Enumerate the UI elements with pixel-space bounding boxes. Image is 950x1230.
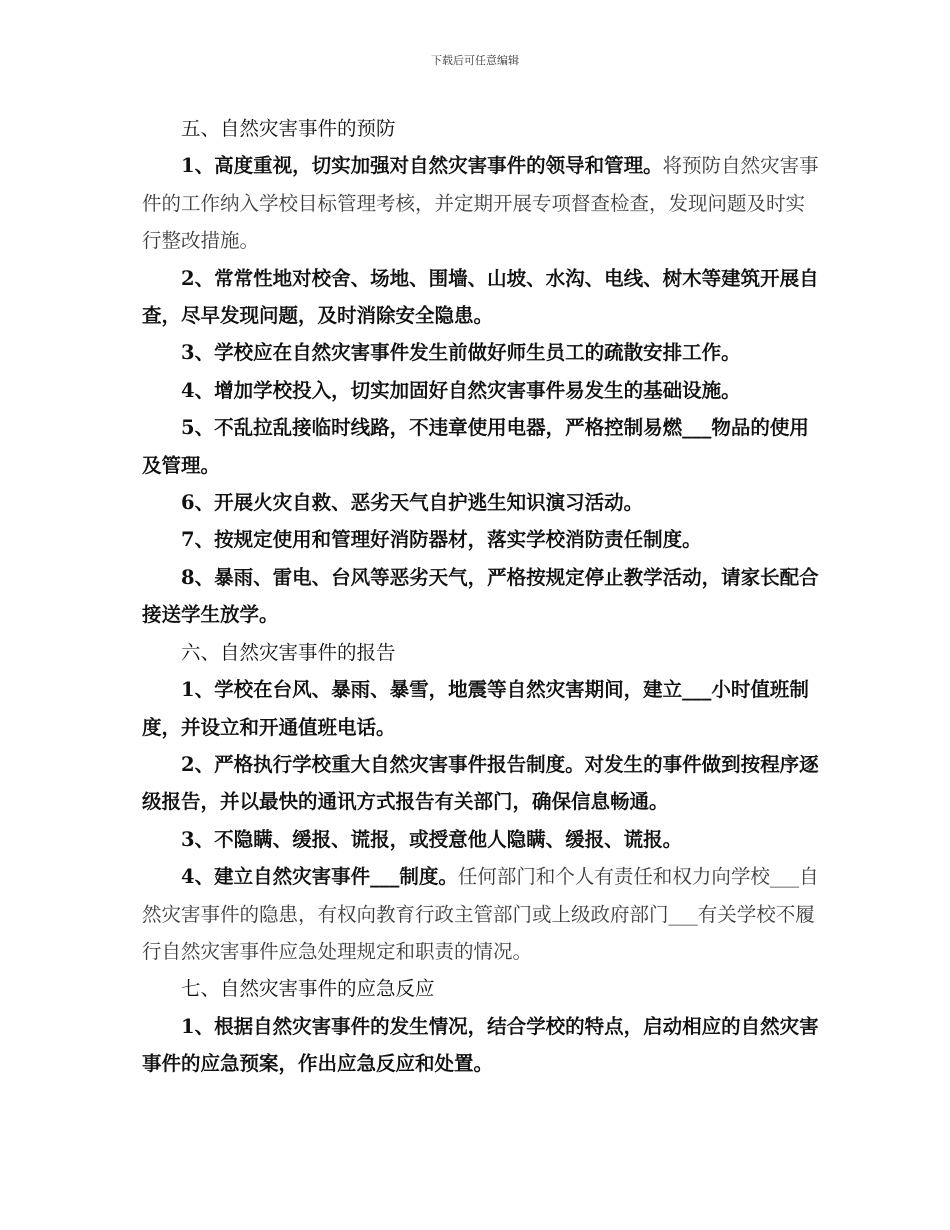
section5-item-1 bbox=[142, 147, 822, 259]
item-bold-text: 3、不隐瞒、缓报、谎报，或授意他人隐瞒、缓报、谎报。 bbox=[181, 827, 683, 851]
item-bold-text: 1、高度重视，切实加强对自然灾害事件的领导和管理。 bbox=[181, 154, 663, 178]
section5-item-2 bbox=[142, 260, 822, 335]
item-bold-text: 2、常常性地对校舍、场地、围墙、山坡、水沟、电线、树木等建筑开展自查，尽早发现问题，及时消除安全隐患。 bbox=[142, 266, 819, 328]
item-bold-text: 4、建立自然灾害事件___制度。 bbox=[181, 865, 458, 889]
item-bold-text: 1、根据自然灾害事件的发生情况，结合学校的特点，启动相应的自然灾害事件的应急预案，作出应急反应和处置。 bbox=[142, 1014, 819, 1076]
item-bold-text: 1、学校在台风、暴雨、暴雪，地震等自然灾害期间，建立___小时值班制度，并设立和开通值班电话。 bbox=[142, 678, 809, 739]
page-header: 下载后可任意编辑 bbox=[431, 54, 519, 67]
section6-item-4 bbox=[142, 858, 822, 970]
section5-item-6 bbox=[142, 484, 822, 521]
section5-item-7 bbox=[142, 521, 822, 558]
document-body bbox=[142, 110, 822, 1083]
item-bold-text: 3、学校应在自然灾害事件发生前做好师生员工的疏散安排工作。 bbox=[181, 341, 741, 365]
section5-item-8 bbox=[142, 559, 822, 634]
section6-item-1 bbox=[142, 671, 822, 746]
item-bold-text: 5、不乱拉乱接临时线路，不违章使用电器，严格控制易燃___物品的使用及管理。 bbox=[142, 416, 809, 477]
item-regular-text: 将预防自然灾害事件的工作纳入学校目标管理考核，并定期开展专项督查检查，发现问题及时实行整改措施。 bbox=[142, 154, 819, 253]
item-bold-text: 8、暴雨、雷电、台风等恶劣天气，严格按规定停止教学活动，请家长配合接送学生放学。 bbox=[142, 565, 819, 627]
item-bold-text: 6、开展火灾自救、恶劣天气自护逃生知识演习活动。 bbox=[181, 491, 644, 515]
item-bold-text: 4、增加学校投入，切实加固好自然灾害事件易发生的基础设施。 bbox=[181, 378, 741, 402]
section5-item-4 bbox=[142, 372, 822, 409]
section5-item-5 bbox=[142, 409, 822, 484]
item-bold-text: 7、按规定使用和管理好消防器材，落实学校消防责任制度。 bbox=[181, 528, 702, 552]
section5-item-3 bbox=[142, 334, 822, 371]
item-regular-text: 任何部门和个人有责任和权力向学校___自然灾害事件的隐患，有权向教育行政主管部门或上级政府部门___有关学校不履行自然灾害事件应急处理规定和职责的情况。 bbox=[142, 865, 819, 963]
section-heading-7: 七、自然灾害事件的应急反应 bbox=[181, 977, 435, 1001]
section7-item-1 bbox=[142, 1008, 822, 1083]
item-bold-text: 2、严格执行学校重大自然灾害事件报告制度。对发生的事件做到按程序逐级报告，并以最快的通讯方式报告有关部门，确保信息畅通。 bbox=[142, 752, 819, 814]
section6-item-3 bbox=[142, 821, 822, 858]
section-heading-5: 五、自然灾害事件的预防 bbox=[181, 117, 396, 140]
section6-item-2 bbox=[142, 746, 822, 821]
section-heading-6: 六、自然灾害事件的报告 bbox=[181, 640, 396, 664]
